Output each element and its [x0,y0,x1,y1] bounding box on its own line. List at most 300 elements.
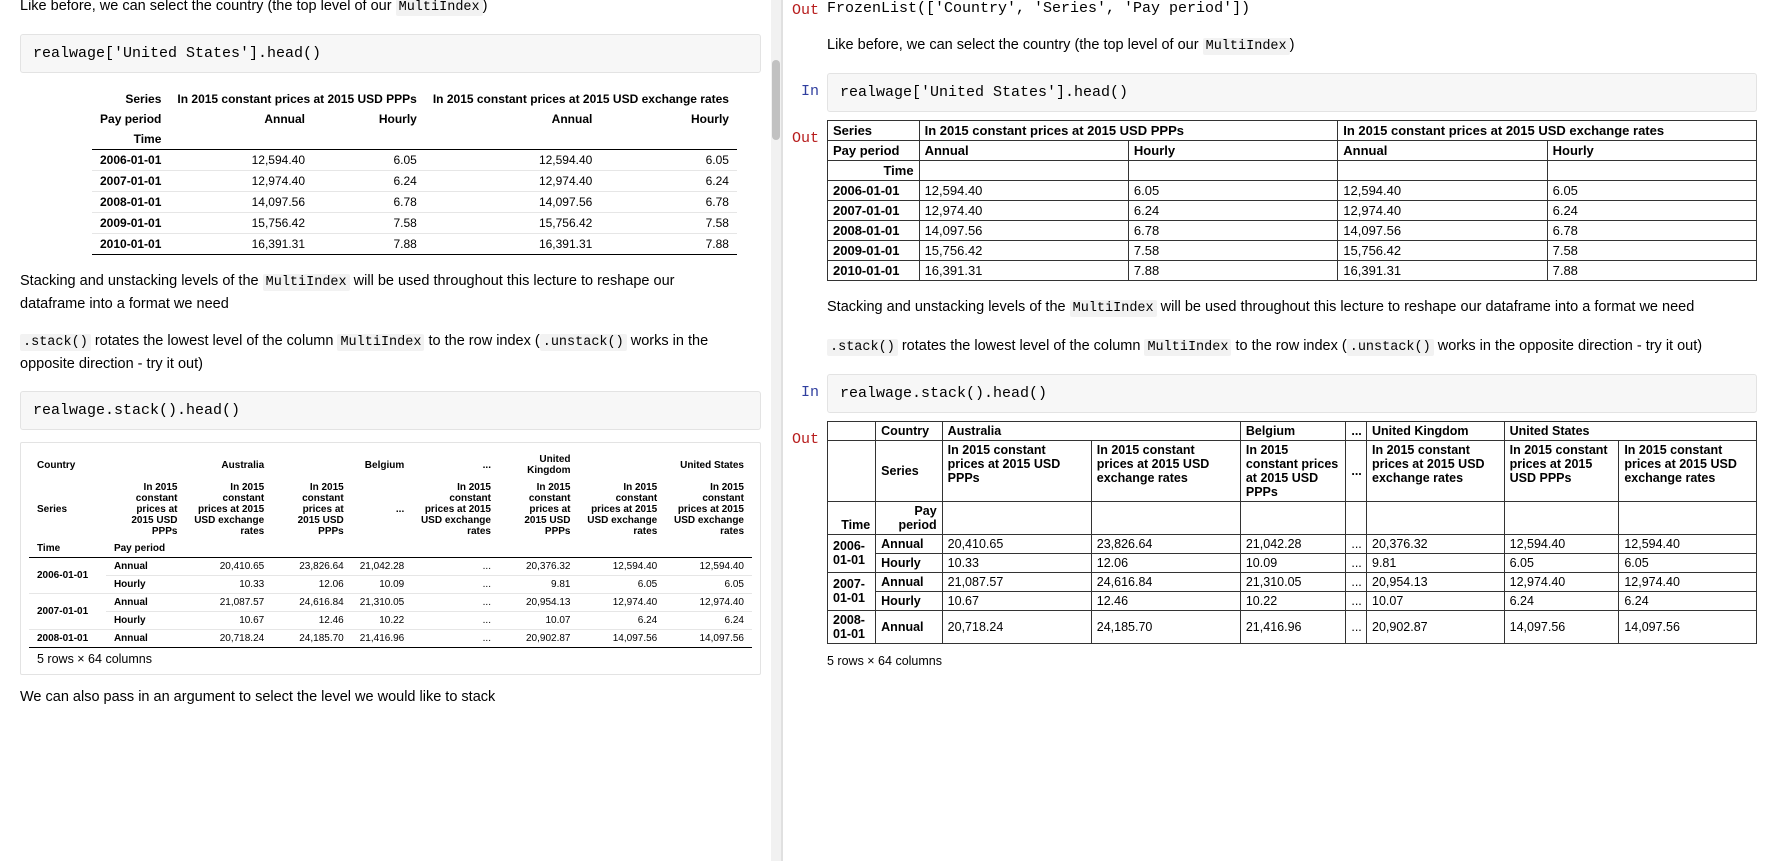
th-series-0: In 2015 constant prices at 2015 USD PPPs [942,440,1091,501]
cell: 16,391.31 [251,237,306,252]
th-series-3: In 2015 constant prices at 2015 USD exchange rates [420,482,491,538]
cell: 10.09 [1240,553,1346,572]
th-country-us: United States [1504,421,1756,440]
gutter-spacer [783,336,827,346]
cell: 7.58 [393,216,417,231]
cell: 7.88 [705,237,729,252]
th-blank [1547,161,1756,181]
cell: 6.05 [393,153,417,168]
th-corner-0 [828,421,876,440]
th-blank [272,540,352,558]
cell: 6.24 [1128,201,1337,221]
table-row [29,630,752,648]
intro-text-end: ) [1289,37,1295,53]
th-country-ellipsis: ... [1346,421,1367,440]
row-payperiod: Hourly [876,553,943,572]
row-time: 2006-01-01 [37,570,89,582]
th-country-label: Country [876,421,943,440]
table-row [828,261,1757,281]
row-payperiod: Hourly [113,615,146,627]
th-country-australia: Australia [942,421,1240,440]
th-payperiod-1: Hourly [378,112,417,127]
th-payperiod-2: Annual [1338,141,1547,161]
th-blank [1504,501,1619,534]
cell: 24,616.84 [1091,572,1240,591]
code-cell-row-2-right [783,374,1765,413]
table-row [29,612,752,630]
th-series-0: In 2015 constant prices at 2015 USD PPPs [131,482,178,538]
multiindex-inline-code: MultiIndex [1070,300,1157,317]
cell: 15,756.42 [1338,241,1547,261]
th-series-1: In 2015 constant prices at 2015 USD exchange rates [1091,440,1240,501]
th-country-uk: United Kingdom [527,454,571,477]
cell: 14,097.56 [919,221,1128,241]
th-series-4: In 2015 constant prices at 2015 USD PPPs [1504,440,1619,501]
out-prompt-2: Out [791,430,819,448]
cell: 23,826.64 [1091,534,1240,553]
cell: 15,756.42 [538,216,593,231]
intro-text: Like before, we can select the country (the top level of our [827,37,1203,53]
th-blank [185,540,272,558]
left-document-pane[interactable] [0,0,781,861]
cell: 12,594.40 [538,153,593,168]
th-blank [579,540,666,558]
th-country-australia: Australia [221,459,265,471]
table-row [828,241,1757,261]
th-series-2: In 2015 constant prices at 2015 USD PPPs [1240,440,1346,501]
table-row [29,558,752,576]
th-blank [412,540,499,558]
cell: 7.58 [1547,241,1756,261]
cell: 7.88 [1128,261,1337,281]
cell: 6.05 [1504,553,1619,572]
th-country-2 [579,451,666,479]
table-row [828,610,1757,643]
cell: ... [1346,572,1367,591]
th-blank [665,540,752,558]
th-blank [1091,501,1240,534]
output-table-2 [29,451,752,648]
row-payperiod: Annual [876,534,943,553]
th-series-group-1: In 2015 constant prices at 2015 USD exchange rates [432,92,729,107]
th-blank [499,540,579,558]
cell: 6.24 [705,174,729,189]
stack-method-inline-code: .stack() [827,339,898,356]
th-time-label: Time [828,161,920,181]
th-payperiod-label: Pay period [828,141,920,161]
cell: 12.06 [1091,553,1240,572]
stack-paragraph-2-left [20,331,735,375]
code-cell-select-country[interactable] [20,34,761,73]
row-time: 2006-01-01 [828,181,920,201]
cell: 12,594.40 [919,181,1128,201]
cell: ... [1346,534,1367,553]
table-row [92,213,737,234]
cell: 10.07 [545,615,571,627]
cell: 10.09 [379,579,405,591]
cell: 12,594.40 [612,561,658,573]
multiindex-inline-code: MultiIndex [396,0,483,16]
cell: 14,097.56 [1504,610,1619,643]
th-payperiod-label: Pay period [100,112,162,127]
cell: 12,594.40 [1338,181,1547,201]
th-series-label: Series [125,92,162,107]
cell: 16,391.31 [1338,261,1547,281]
cell: 20,376.32 [526,561,571,573]
cell: 16,391.31 [538,237,593,252]
row-payperiod: Hourly [113,579,146,591]
cell: 12,974.40 [1619,572,1757,591]
th-blank-0 [169,129,313,150]
output-table-1-wrapper [20,89,761,255]
cell: 12.46 [1091,591,1240,610]
cell: 12,594.40 [251,153,306,168]
row-time: 2007-01-01 [828,572,876,610]
cell: 7.58 [705,216,729,231]
table-row [92,192,737,213]
cell: 16,391.31 [919,261,1128,281]
th-time-label: Time [29,540,106,558]
stack-text-c: rotates the lowest level of the column [90,333,338,350]
table-row [92,171,737,192]
stack-paragraph-1-left [20,271,735,315]
th-blank [352,540,413,558]
cell: 20,410.65 [219,561,265,573]
cell: 23,826.64 [299,561,344,573]
th-payperiod-2: Annual [551,112,593,127]
th-blank [919,161,1128,181]
th-payperiod-3: Hourly [690,112,729,127]
stack-text-e: works in the opposite direction - try it out) [20,333,709,372]
scrollbar-thumb[interactable] [772,60,780,140]
in-prompt-1: In [800,83,819,101]
bottom-cut-paragraph: We can also pass in an argument to select the level we would like to stack [20,689,496,706]
cell: 12,974.40 [538,174,593,189]
stack-text-a: Stacking and unstacking levels of the [827,299,1070,316]
cell: 10.67 [942,591,1091,610]
frozenlist-output-text: FrozenList(['Country', 'Series', 'Pay period']) [827,0,1251,17]
cell: 6.05 [1619,553,1757,572]
table-row [828,201,1757,221]
cell: 21,087.57 [942,572,1091,591]
cell: 20,902.87 [526,633,571,645]
table-row [828,553,1757,572]
cell: 21,416.96 [1240,610,1346,643]
intro-paragraph-right [827,35,1765,57]
th-series-3: In 2015 constant prices at 2015 USD exchange rates [1367,440,1505,501]
cell: 15,756.42 [251,216,306,231]
table-row [828,572,1757,591]
intro-text: Like before, we can select the country (the top level of our [20,0,396,14]
cell: 21,042.28 [1240,534,1346,553]
cell: 14,097.56 [1619,610,1757,643]
cell: 6.05 [1547,181,1756,201]
output-table-1 [92,89,737,255]
right-document-pane[interactable] [783,0,1765,861]
cell: 9.81 [551,579,571,591]
stack-text-a: Stacking and unstacking levels of the [20,273,263,290]
row-time: 2009-01-01 [828,241,920,261]
stack-text-d: to the row index ( [1231,337,1347,354]
th-blank-1 [313,129,425,150]
out-prompt: Out [791,2,819,19]
row-time: 2008-01-01 [100,195,162,210]
code-cell-select-country-right-text: realwage['United States'].head() [840,84,1129,102]
cell: 12,974.40 [699,597,744,609]
cell: 6.05 [724,579,744,591]
cell: 9.81 [1367,553,1505,572]
output-table-2-wrapper [20,442,761,675]
row-time: 2006-01-01 [100,153,162,168]
row-payperiod: Annual [113,597,148,609]
row-time: 2008-01-01 [828,221,920,241]
output-table-1-row-right [783,120,1765,281]
output-table-2-right [827,421,1757,644]
cell: 21,416.96 [359,633,405,645]
th-payperiod-1: Hourly [1128,141,1337,161]
stack-paragraph-2-right [827,336,1745,358]
stack-method-inline-code: .stack() [20,334,91,351]
th-blank [1128,161,1337,181]
cell: 20,954.13 [526,597,571,609]
th-country-belgium: Belgium [1240,421,1346,440]
row-time: 2008-01-01 [828,610,876,643]
row-payperiod: Hourly [876,591,943,610]
th-series-group-1: In 2015 constant prices at 2015 USD exchange rates [1338,121,1757,141]
cell: ... [1346,591,1367,610]
th-series-4: In 2015 constant prices at 2015 USD PPPs [524,482,571,538]
th-corner-1 [828,440,876,501]
th-country-label: Country [37,459,76,471]
cell: 14,097.56 [538,195,593,210]
cell: 7.88 [1547,261,1756,281]
th-payperiod-0: Annual [919,141,1128,161]
cell: 6.05 [637,579,658,591]
table-row [29,576,752,594]
code-cell-select-country-right[interactable] [827,73,1757,112]
intro-paragraph-row-right [783,35,1765,57]
cell: 10.07 [1367,591,1505,610]
stack-paragraph-1-right [827,297,1745,319]
th-time-label: Time [92,129,169,150]
cell: 6.78 [705,195,729,210]
cell: 6.24 [1619,591,1757,610]
cell: ... [482,561,491,573]
gutter-spacer [783,297,827,307]
th-blank-2 [425,129,601,150]
row-payperiod: Annual [876,572,943,591]
unstack-method-inline-code: .unstack() [540,334,627,351]
output-table-1-right [827,120,1757,281]
th-series-label: Series [828,121,920,141]
row-time: 2007-01-01 [828,201,920,221]
cell: 10.22 [379,615,405,627]
row-time: 2009-01-01 [100,216,162,231]
cell: 15,756.42 [919,241,1128,261]
th-country-belgium: Belgium [364,459,405,471]
th-blank [1338,161,1547,181]
th-blank-3 [600,129,737,150]
th-series-ellipsis: ... [395,504,405,516]
row-time: 2010-01-01 [828,261,920,281]
cell: 10.67 [239,615,265,627]
cell: 6.05 [1128,181,1337,201]
stack-text-d: to the row index ( [424,333,540,350]
cell: 21,087.57 [219,597,265,609]
cell: 24,185.70 [299,633,344,645]
row-count-label-right: 5 rows × 64 columns [827,653,942,668]
cell: 12,594.40 [1504,534,1619,553]
cell: 12,974.40 [1338,201,1547,221]
intro-text-end: ) [482,0,488,14]
output-frozenlist-row [783,0,1765,19]
table-row [92,150,737,171]
row-payperiod: Annual [113,561,148,573]
intro-paragraph-left [20,0,761,18]
th-country-ellipsis: ... [482,459,491,471]
cell: 6.78 [393,195,417,210]
cell: 10.33 [239,579,265,591]
th-series-1: In 2015 constant prices at 2015 USD exchange rates [194,482,265,538]
th-blank [1346,501,1367,534]
th-series-2: In 2015 constant prices at 2015 USD PPPs [297,482,344,538]
code-cell-stack-head[interactable] [20,391,761,430]
cell: 20,718.24 [219,633,265,645]
cell: 14,097.56 [1338,221,1547,241]
stack-text-e: works in the opposite direction - try it out) [1433,337,1703,354]
cell: 12.06 [318,579,344,591]
th-series-5: In 2015 constant prices at 2015 USD exchange rates [587,482,658,538]
row-time: 2010-01-01 [100,237,162,252]
table-row [828,534,1757,553]
cell: 6.05 [705,153,729,168]
cell: ... [482,597,491,609]
th-blank [1240,501,1346,534]
row-time: 2006-01-01 [828,534,876,572]
row-count-label: 5 rows × 64 columns [37,652,152,667]
cell: 7.58 [1128,241,1337,261]
row-time: 2008-01-01 [37,633,89,645]
in-prompt-2: In [800,383,819,401]
row-time: 2007-01-01 [37,606,89,618]
cell: 20,718.24 [942,610,1091,643]
th-country-1 [272,451,352,479]
cell: ... [1346,553,1367,572]
stack-paragraph-1-row-right [783,297,1765,319]
th-blank [942,501,1091,534]
cell: 12.46 [318,615,344,627]
table-row [29,594,752,612]
multiindex-inline-code: MultiIndex [337,334,424,351]
cell: 6.24 [393,174,417,189]
stack-text-c: rotates the lowest level of the column [897,337,1145,354]
th-series-ellipsis: ... [1346,440,1367,501]
cell: 6.78 [1547,221,1756,241]
code-cell-stack-head-right[interactable] [827,374,1757,413]
th-series-group-0: In 2015 constant prices at 2015 USD PPPs [919,121,1338,141]
cell: ... [482,633,491,645]
cell: 6.24 [1547,201,1756,221]
stack-paragraph-2-row-right [783,336,1765,358]
th-country-0 [106,451,186,479]
th-series-5: In 2015 constant prices at 2015 USD exchange rates [1619,440,1757,501]
th-series-label: Series [876,440,943,501]
cell: 24,616.84 [299,597,344,609]
th-series-6: In 2015 constant prices at 2015 USD exchange rates [673,482,744,538]
cell: ... [482,579,491,591]
cell: 21,310.05 [359,597,405,609]
cell: 10.33 [942,553,1091,572]
th-time-label: Time [828,501,876,534]
cell: 6.24 [637,615,658,627]
cell: 10.22 [1240,591,1346,610]
th-payperiod-0: Annual [264,112,306,127]
cell: ... [482,615,491,627]
table-row [828,181,1757,201]
scrollbar-track[interactable] [771,0,781,861]
table-row [828,221,1757,241]
cell: 12,974.40 [612,597,658,609]
th-series-group-0: In 2015 constant prices at 2015 USD PPPs [177,92,417,107]
cell: 21,310.05 [1240,572,1346,591]
th-series-label: Series [37,504,68,516]
cell: 21,042.28 [359,561,405,573]
code-cell-select-country-text: realwage['United States'].head() [33,45,322,63]
cell: 12,974.40 [919,201,1128,221]
cell: 20,902.87 [1367,610,1505,643]
cell: 24,185.70 [1091,610,1240,643]
code-cell-stack-head-right-text: realwage.stack().head() [840,384,1048,402]
multiindex-inline-code: MultiIndex [1203,38,1290,55]
th-payperiod-3: Hourly [1547,141,1756,161]
unstack-method-inline-code: .unstack() [1347,339,1434,356]
cell: 6.24 [724,615,744,627]
cell: 12,594.40 [699,561,744,573]
row-time: 2007-01-01 [100,174,162,189]
stack-text-b: will be used throughout this lecture to reshape our dataframe into a format we need [20,273,675,312]
cell: 6.24 [1504,591,1619,610]
code-cell-row-1-right [783,73,1765,112]
cell: 12,974.40 [1504,572,1619,591]
cell: 7.88 [393,237,417,252]
cell: 14,097.56 [612,633,658,645]
cell: 12,594.40 [1619,534,1757,553]
stack-text-b: will be used throughout this lecture to reshape our dataframe into a format we need [1156,299,1695,316]
th-country-us: United States [680,459,744,471]
cell: 6.78 [1128,221,1337,241]
cell: 20,954.13 [1367,572,1505,591]
table-row [828,591,1757,610]
table-row [92,234,737,255]
cell: 14,097.56 [251,195,306,210]
multiindex-inline-code: MultiIndex [1144,339,1231,356]
th-country-uk: United Kingdom [1367,421,1505,440]
cell: 14,097.56 [699,633,744,645]
out-prompt-1: Out [791,130,819,148]
th-payperiod-label: Pay period [876,501,943,534]
output-table-2-row-right [783,421,1765,676]
th-blank [1619,501,1757,534]
cell: 20,376.32 [1367,534,1505,553]
row-payperiod: Annual [876,610,943,643]
cell: 20,410.65 [942,534,1091,553]
cell: ... [1346,610,1367,643]
row-payperiod: Annual [113,633,148,645]
th-payperiod-label: Pay period [106,540,186,558]
cell: 12,974.40 [251,174,306,189]
code-cell-stack-head-text: realwage.stack().head() [33,402,241,420]
th-blank [1367,501,1505,534]
